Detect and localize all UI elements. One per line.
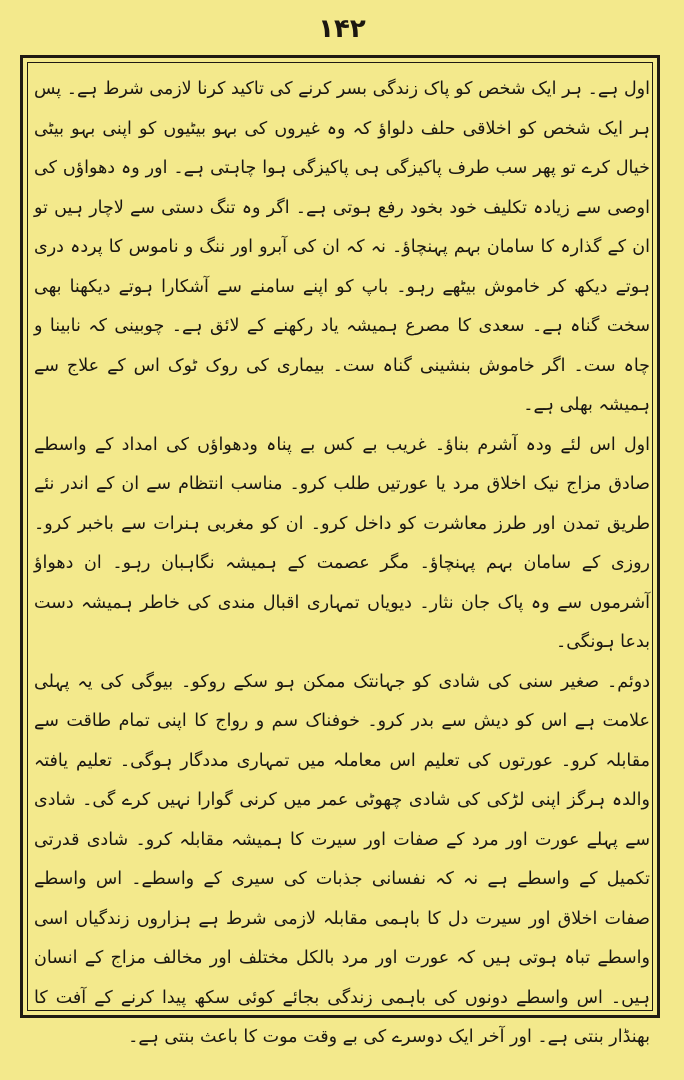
page-body <box>34 70 650 1047</box>
paragraph-1: اول ہے۔ ہر ایک شخص کو پاک زندگی بسر کرنے کی تاکید کرنا لازمی شرط ہے۔ پس ہر ایک شخص کو اخلاقی حلف دلواؤ کہ وہ غیروں کی بہو بیٹیوں کو اپنی بہو بیٹی خیال کرے تو پھر سب طرف پاکیزگی ہی پاکیزگی ہوا چاہتی ہے۔ اور وہ دھواؤں کی اوصی سے زیادہ تکلیف خود بخود رفع ہوتی ہے۔ اگر وہ تنگ دستی سے لاچار ہیں تو ان کے گذارہ کا سامان بہم پہنچاؤ۔ نہ کہ ان کی آبرو اور ننگ و ناموس کا پردہ دری ہوتے دیکھ کر خاموش بیٹھے رہو۔ باپ کو اپنے سامنے سے آشکارا ہوتے دیکھنا بھی سخت گناہ ہے۔ سعدی کا مصرع ہمیشہ یاد رکھنے کے لائق ہے۔ چوبینی کہ نابینا و چاہ ست۔ اگر خاموش بنشینی گناہ ست۔ بیماری کی روک ٹوک اس کے علاج سے ہمیشہ بھلی ہے۔ <box>34 79 650 415</box>
paragraph-2: اول اس لئے ودہ آشرم بناؤ۔ غریب بے کس بے پناہ ودھواؤں کی امداد کے واسطے صادق مزاج نیک اخلاق مرد یا عورتیں طلب کرو۔ مناسب انتظام سے ان کے اندر نئے طریق تمدن اور طرز معاشرت کو داخل کرو۔ ان کو مغربی ہنرات سے باخبر کرو۔ روزی کے سامان بہم پہنچاؤ۔ مگر عصمت کے ہمیشہ نگاہبان رہو۔ ان دھواؤ آشرموں سے وہ پاک جان نثار۔ دیویاں تمہاری اقبال مندی کی خاطر ہمیشہ دست بدعا ہونگی۔ <box>34 434 650 652</box>
paragraph-3: دوئم۔ صغیر سنی کی شادی کو جہانتک ممکن ہو سکے روکو۔ بیوگی کی یہ پہلی علامت ہے اس کو دیش سے بدر کرو۔ خوفناک سم و رواج کا اپنی تمام طاقت سے مقابلہ کرو۔ عورتوں کی تعلیم اس معاملہ میں تمہاری مددگار ہوگی۔ تعلیم یافتہ والدہ ہرگز اپنی لڑکی کی شادی چھوٹی عمر میں کرنی گوارا نہیں کرے گی۔ شادی سے پہلے عورت اور مرد کے صفات اور سیرت کا ہمیشہ مقابلہ کرو۔ شادی قدرتی تکمیل کے واسطے ہے نہ کہ نفسانی جذبات کی سیری کے واسطے۔ اس واسطے صفات اخلاق اور سیرت دل کا باہمی مقابلہ لازمی شرط ہے ہزاروں زندگیاں اسی واسطے تباہ ہوتی ہیں کہ عورت اور مرد بالکل مختلف اور مخالف مزاج کے انسان ہیں۔ اس واسطے دونوں کی باہمی زندگی بجائے کوئی سکھ پیدا کرنے کے آفت کا بھنڈار بنتی ہے۔ اور آخر ایک دوسرے کی بے وقت موت کا باعث بنتی ہے۔ <box>34 671 650 1047</box>
page-number: ۱۴۲ <box>318 14 366 44</box>
